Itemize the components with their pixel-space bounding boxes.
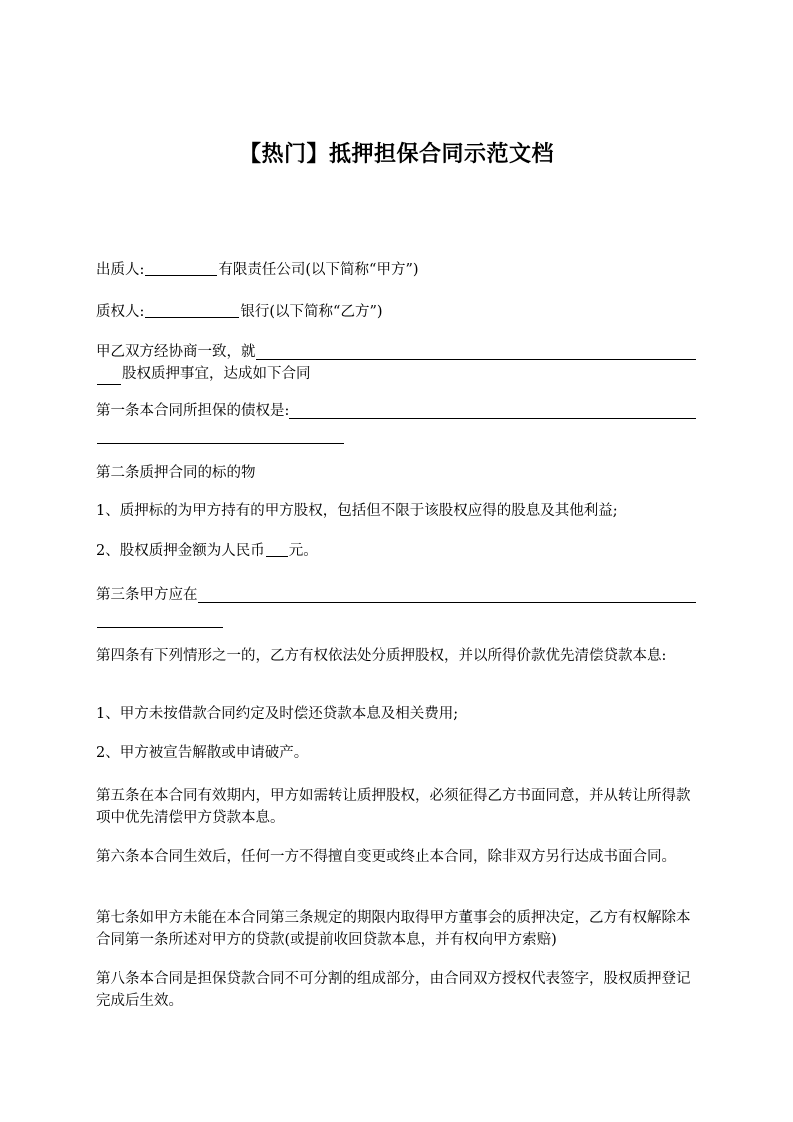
article-4-item-2: 2、甲方被宣告解散或申请破产。 [96, 745, 309, 761]
pledgor-label: 出质人: [96, 262, 145, 278]
article-3-blank-end[interactable] [97, 612, 223, 628]
intro-matter-blank-end[interactable] [97, 369, 121, 385]
article-1-text: 第一条本合同所担保的债权是: [96, 403, 290, 419]
article-3 [96, 584, 696, 628]
article-4-item-1: 1、甲方未按借款合同约定及时偿还贷款本息及相关费用; [96, 706, 459, 722]
article-5-text: 第五条在本合同有效期内，甲方如需转让质押股权，必须征得乙方书面同意，并从转让所得款项中优先清偿甲方贷款本息。 [96, 788, 691, 826]
article-8-text: 第八条本合同是担保贷款合同不可分割的组成部分，由合同双方授权代表签字，股权质押登记完成后生效。 [96, 971, 691, 1009]
intro-matter-blank[interactable] [256, 343, 697, 360]
article-3-text: 第三条甲方应在 [96, 587, 198, 603]
article-2-item-2 [96, 540, 696, 562]
article-4-text: 第四条有下列情形之一的，乙方有权依法处分质押股权，并以所得价款优先清偿贷款本息: [96, 648, 667, 664]
article-1-debt-blank[interactable] [289, 402, 696, 419]
article-7-text: 第七条如甲方未能在本合同第三条规定的期限内取得甲方董事会的质押决定，乙方有权解除本合同第一条所述对甲方的贷款(或提前收回贷款本息，并有权向甲方索赔) [96, 910, 691, 948]
intro-line-2: 股权质押事宜，达成如下合同 [122, 366, 311, 382]
pledgee-line [96, 301, 696, 323]
pledgee-name-blank[interactable] [145, 302, 239, 318]
document-title: 【热门】抵押担保合同示范文档 [238, 142, 554, 167]
article-2-heading: 第二条质押合同的标的物 [96, 465, 256, 481]
article-1 [96, 400, 696, 444]
article-1-debt-blank-end[interactable] [97, 428, 344, 444]
article-2-item-2-suffix: 元。 [288, 543, 318, 559]
article-3-blank[interactable] [198, 586, 697, 603]
article-6-text: 第六条本合同生效后，任何一方不得擅自变更或终止本合同，除非双方另行达成书面合同。 [96, 849, 676, 865]
pledgor-suffix: 有限责任公司(以下简称“甲方”) [218, 262, 419, 278]
pledgee-suffix: 银行(以下简称“乙方”) [240, 304, 383, 320]
intro-paragraph [96, 341, 696, 385]
intro-line-1: 甲乙双方经协商一致，就 [96, 344, 256, 360]
article-2-item-2-prefix: 2、股权质押金额为人民币 [96, 543, 265, 559]
pledgee-label: 质权人: [96, 304, 145, 320]
pledgor-name-blank[interactable] [145, 260, 217, 276]
pledgor-line [96, 259, 696, 281]
article-2-item-1: 1、质押标的为甲方持有的甲方股权，包括但不限于该股权应得的股息及其他利益; [96, 503, 618, 519]
amount-blank[interactable] [266, 541, 288, 557]
